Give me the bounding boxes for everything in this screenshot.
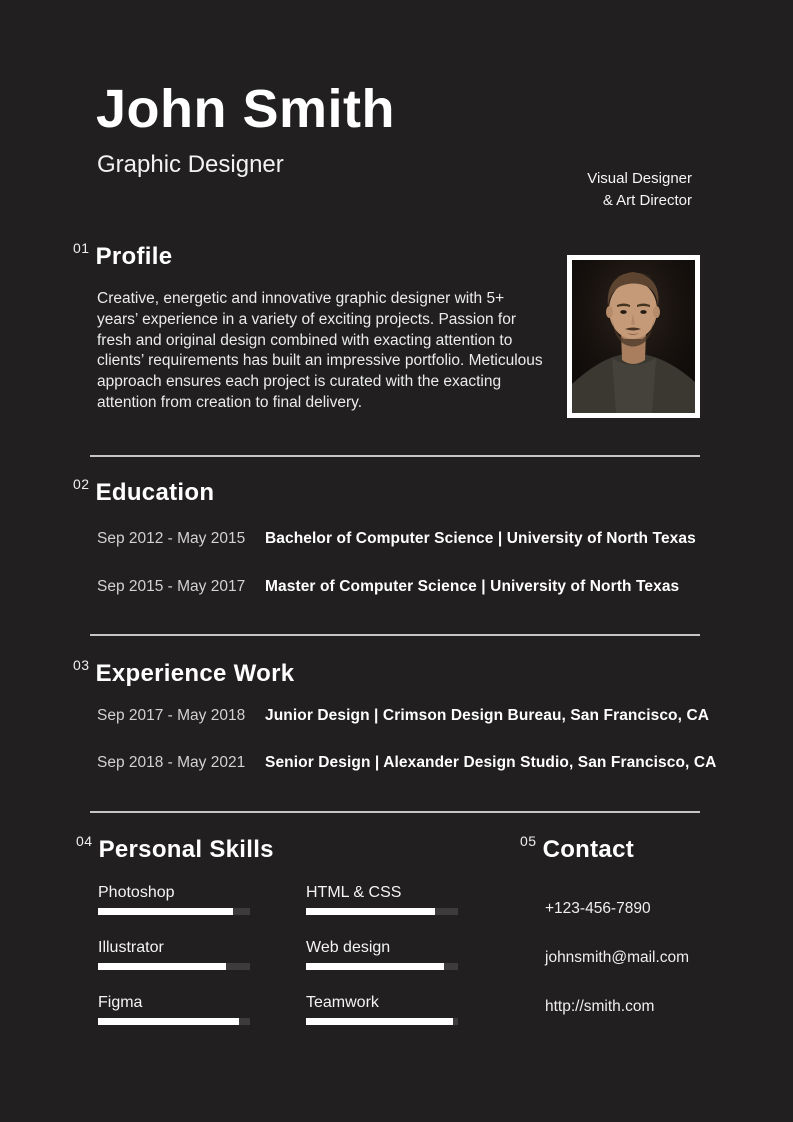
skill-bar: [306, 963, 458, 970]
skill-item: [98, 994, 250, 1025]
education-degree: Bachelor of Computer Science | University of North Texas: [265, 530, 696, 547]
skill-label: Teamwork: [306, 994, 379, 1011]
experience-row: [97, 707, 717, 725]
skills-section-title: Personal Skills: [98, 836, 274, 863]
experience-row: [97, 754, 717, 772]
contact-phone: +123-456-7890: [545, 900, 651, 917]
experience-role: Junior Design | Crimson Design Bureau, San Francisco, CA: [265, 707, 710, 724]
profile-section-title: Profile: [95, 243, 173, 270]
skill-bar-fill: [98, 1018, 239, 1025]
experience-section-number: 03: [73, 657, 90, 673]
section-divider: [90, 455, 700, 457]
skills-section-number: 04: [76, 833, 93, 849]
skill-item: [98, 939, 250, 970]
header-tagline: [587, 168, 692, 211]
skill-label: Illustrator: [98, 939, 164, 956]
portrait-illustration: [572, 260, 695, 413]
section-divider: [90, 811, 700, 813]
experience-section-heading: [73, 657, 295, 688]
experience-date: Sep 2017 - May 2018: [97, 707, 246, 724]
contact-email: johnsmith@mail.com: [545, 949, 690, 966]
skill-item: [98, 884, 250, 915]
education-row: [97, 578, 717, 596]
contact-section-title: Contact: [542, 836, 635, 863]
education-section-heading: [73, 476, 215, 507]
skills-section-heading: [76, 833, 274, 864]
education-row: [97, 530, 717, 548]
skills-column-left: [98, 884, 250, 1049]
education-date: Sep 2012 - May 2015: [97, 530, 246, 547]
education-section-title: Education: [95, 479, 215, 506]
education-section-number: 02: [73, 476, 90, 492]
skill-bar-fill: [98, 963, 226, 970]
skills-column-right: [306, 884, 458, 1049]
tagline-line-2: & Art Director: [602, 191, 692, 209]
profile-photo: [567, 255, 700, 418]
skill-label: Photoshop: [98, 884, 175, 901]
skill-item: [306, 884, 458, 915]
skill-item: [306, 994, 458, 1025]
tagline-line-1: Visual Designer: [587, 170, 692, 187]
skill-bar: [306, 908, 458, 915]
profile-section-number: 01: [73, 240, 90, 256]
person-job-title: Graphic Designer: [97, 151, 284, 178]
profile-summary-text: Creative, energetic and innovative graphic designer with 5+ years’ experience in a variety of exciting projects. Passion for fresh and original design combined with exacting attention to clients’ requirements has built an impressive portfolio. Meticulous approach ensures each project is curated with the exacting attention from creation to final delivery.: [97, 290, 543, 411]
contact-section-heading: [520, 833, 635, 864]
skill-label: HTML & CSS: [306, 884, 402, 901]
section-divider: [90, 634, 700, 636]
contact-list: [545, 900, 689, 1047]
education-date: Sep 2015 - May 2017: [97, 578, 246, 595]
skill-bar-fill: [306, 1018, 453, 1025]
experience-date: Sep 2018 - May 2021: [97, 754, 246, 771]
experience-role: Senior Design | Alexander Design Studio, San Francisco, CA: [265, 754, 717, 771]
skill-item: [306, 939, 458, 970]
contact-website: http://smith.com: [545, 998, 655, 1015]
skill-bar-fill: [306, 963, 444, 970]
education-degree: Master of Computer Science | University of North Texas: [265, 578, 680, 595]
skill-bar-fill: [98, 908, 233, 915]
contact-section-number: 05: [520, 833, 537, 849]
skill-bar: [98, 908, 250, 915]
skill-label: Web design: [306, 939, 391, 956]
skill-bar: [98, 963, 250, 970]
profile-section-heading: [73, 240, 173, 271]
skill-bar: [306, 1018, 458, 1025]
skill-bar-fill: [306, 908, 435, 915]
skill-bar: [98, 1018, 250, 1025]
person-name: John Smith: [96, 79, 395, 139]
skill-label: Figma: [98, 994, 143, 1011]
experience-section-title: Experience Work: [95, 660, 295, 687]
